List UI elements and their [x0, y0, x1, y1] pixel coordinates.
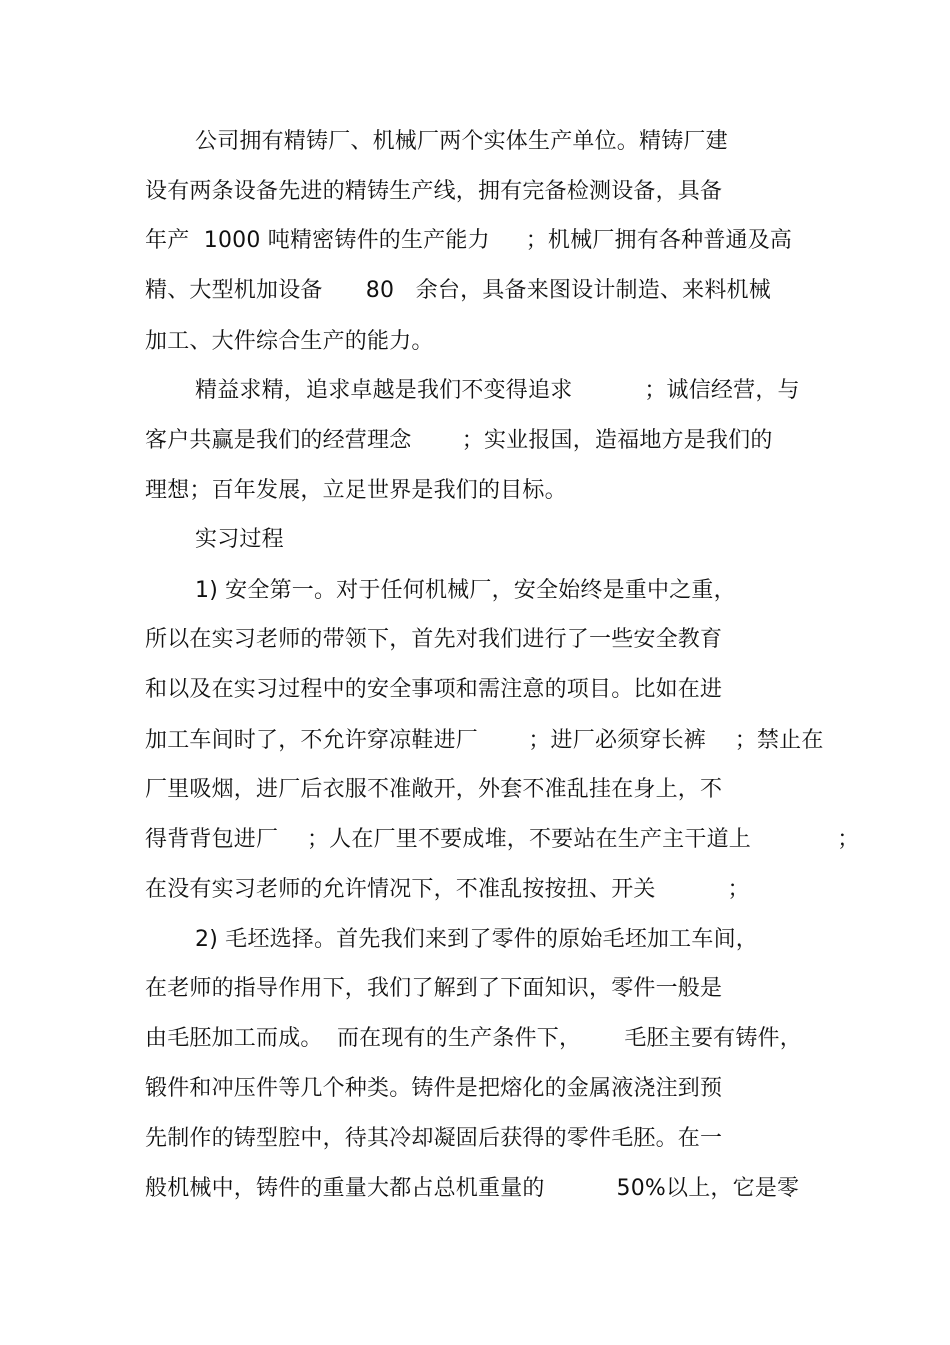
text-line: 精益求精，追求卓越是我们不变得追求 ；诚信经营，与: [195, 378, 800, 403]
text-line: 客户共赢是我们的经营理念 ；实业报国，造福地方是我们的: [145, 428, 773, 453]
text-line: 般机械中，铸件的重量大都占总机重量的 50%以上，它是零: [145, 1176, 800, 1201]
text-line: 加工车间时了，不允许穿凉鞋进厂 ；进厂必须穿长裤 ；禁止在: [145, 728, 824, 753]
text-line: 2) 毛坯选择。首先我们来到了零件的原始毛坯加工车间，: [195, 927, 758, 952]
text-line: 理想；百年发展，立足世界是我们的目标。: [145, 478, 567, 503]
text-line: 设有两条设备先进的精铸生产线，拥有完备检测设备，具备: [145, 179, 723, 204]
text-line: 厂里吸烟，进厂后衣服不准敞开，外套不准乱挂在身上，不: [145, 777, 723, 802]
text-line: 先制作的铸型腔中，待其冷却凝固后获得的零件毛胚。在一: [145, 1126, 723, 1151]
text-line: 在没有实习老师的允许情况下，不准乱按按扭、开关 ；: [145, 877, 750, 902]
text-line: 年产 1000 吨精密铸件的生产能力 ；机械厂拥有各种普通及高: [145, 228, 793, 253]
text-line: 所以在实习老师的带领下，首先对我们进行了一些安全教育: [145, 627, 723, 652]
text-line: 加工、大件综合生产的能力。: [145, 329, 434, 354]
text-line: 由毛胚加工而成。 而在现有的生产条件下， 毛胚主要有铸件，: [145, 1026, 802, 1051]
text-line: 在老师的指导作用下，我们了解到了下面知识，零件一般是: [145, 976, 723, 1001]
text-line: 得背背包进厂 ；人在厂里不要成堆，不要站在生产主干道上 ；: [145, 827, 860, 852]
section-heading: 实习过程: [195, 527, 284, 552]
text-line: 锻件和冲压件等几个种类。铸件是把熔化的金属液浇注到预: [145, 1076, 723, 1101]
text-line: 1) 安全第一。对于任何机械厂，安全始终是重中之重，: [195, 578, 736, 603]
text-line: 和以及在实习过程中的安全事项和需注意的项目。比如在进: [145, 677, 723, 702]
text-line: 精、大型机加设备 80 余台，具备来图设计制造、来料机械: [145, 278, 771, 303]
text-line: 公司拥有精铸厂、机械厂两个实体生产单位。精铸厂建: [195, 129, 728, 154]
